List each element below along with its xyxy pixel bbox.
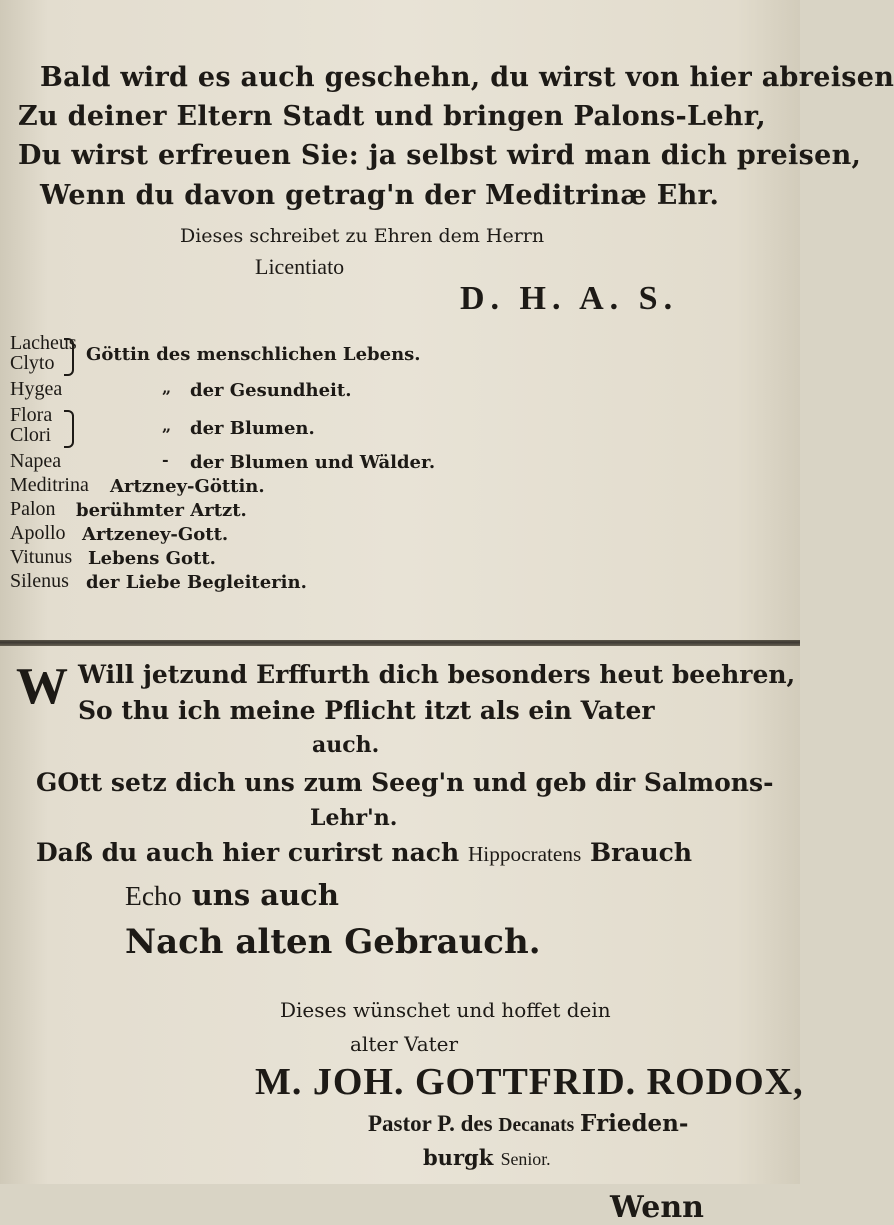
cast-desc: Artzney-Göttin.: [110, 476, 265, 497]
drop-cap: W: [16, 658, 68, 715]
cast-desc: der Blumen.: [190, 418, 315, 439]
stanza-line-1: Bald wird es auch geschehn, du wirst von hier abreisen: [40, 62, 894, 93]
cast-desc: der Blumen und Wälder.: [190, 452, 436, 473]
cast-desc: der Liebe Begleiterin.: [86, 572, 307, 593]
echo-word: Echo: [125, 880, 182, 911]
brace-2: [64, 410, 74, 448]
dedication-initials: D. H. A. S.: [460, 280, 679, 317]
stanza-line-2: Zu deiner Eltern Stadt und bringen Palons-Lehr,: [18, 101, 766, 132]
cast-name: Apollo: [10, 522, 66, 544]
cast-name: Clori: [10, 424, 52, 446]
cast-name: Palon: [10, 498, 56, 520]
author-title: [368, 1110, 688, 1137]
signature-line-1: Dieses wünschet und hoffet dein: [280, 998, 611, 1022]
cast-desc: berühmter Artzt.: [76, 500, 247, 521]
dedication-line-2: Licentiato: [255, 254, 345, 279]
author-title-a: Pastor P. des: [368, 1111, 493, 1136]
poem-line-6: [36, 838, 692, 867]
author-title-d: burgk: [423, 1145, 494, 1170]
poem-line-7: [125, 878, 339, 912]
poem-line-1: Will jetzund Erffurth dich besonders heut beehren,: [78, 660, 796, 689]
author-title-e: Senior.: [500, 1149, 551, 1169]
echo-reply: uns auch: [191, 878, 339, 912]
cast-name: Napea: [10, 450, 62, 472]
poem-line-6-b: Hippocratens: [467, 842, 582, 866]
ditto-mark: -: [162, 450, 169, 469]
stanza-line-4: Wenn du davon getrag'n der Meditrinæ Ehr.: [40, 180, 720, 211]
poem-line-4: GOtt setz dich uns zum Seeg'n und geb dir Salmons-: [36, 768, 774, 797]
poem-line-6-a: Daß du auch hier curirst nach: [36, 838, 460, 867]
author-title-c: Frieden-: [580, 1110, 689, 1137]
poem-line-5: Lehr'n.: [310, 805, 398, 831]
cast-name: Clyto: [10, 352, 55, 374]
cast-desc: der Gesundheit.: [190, 380, 352, 401]
ditto-mark: „: [162, 378, 172, 397]
cast-name: Flora: [10, 404, 53, 426]
poem-line-2: So thu ich meine Pflicht itzt als ein Vater: [78, 696, 655, 725]
poem-line-8: Nach alten Gebrauch.: [125, 922, 541, 962]
poem-line-6-c: Brauch: [589, 838, 693, 867]
cast-name: Vitunus: [10, 546, 73, 568]
cast-desc: Göttin des menschlichen Lebens.: [86, 344, 421, 365]
cast-desc: Artzeney-Gott.: [82, 524, 229, 545]
poem-line-3: auch.: [312, 732, 380, 758]
catchword: Wenn: [610, 1190, 704, 1225]
stanza-line-3: Du wirst erfreuen Sie: ja selbst wird man dich preisen,: [18, 140, 862, 171]
divider-rule: [0, 640, 800, 646]
cast-name: Lacheus: [10, 332, 77, 354]
author-title-2: [423, 1145, 551, 1170]
ditto-mark: „: [162, 416, 172, 435]
dedication-line-1: Dieses schreibet zu Ehren dem Herrn: [180, 225, 545, 247]
author-name: M. JOH. GOTTFRID. RODOX,: [255, 1061, 804, 1103]
signature-line-2: alter Vater: [350, 1032, 459, 1056]
cast-name: Hygea: [10, 378, 63, 400]
author-title-b: Decanats: [498, 1115, 575, 1136]
cast-name: Meditrina: [10, 474, 89, 496]
cast-desc: Lebens Gott.: [88, 548, 216, 569]
cast-name: Silenus: [10, 570, 69, 592]
